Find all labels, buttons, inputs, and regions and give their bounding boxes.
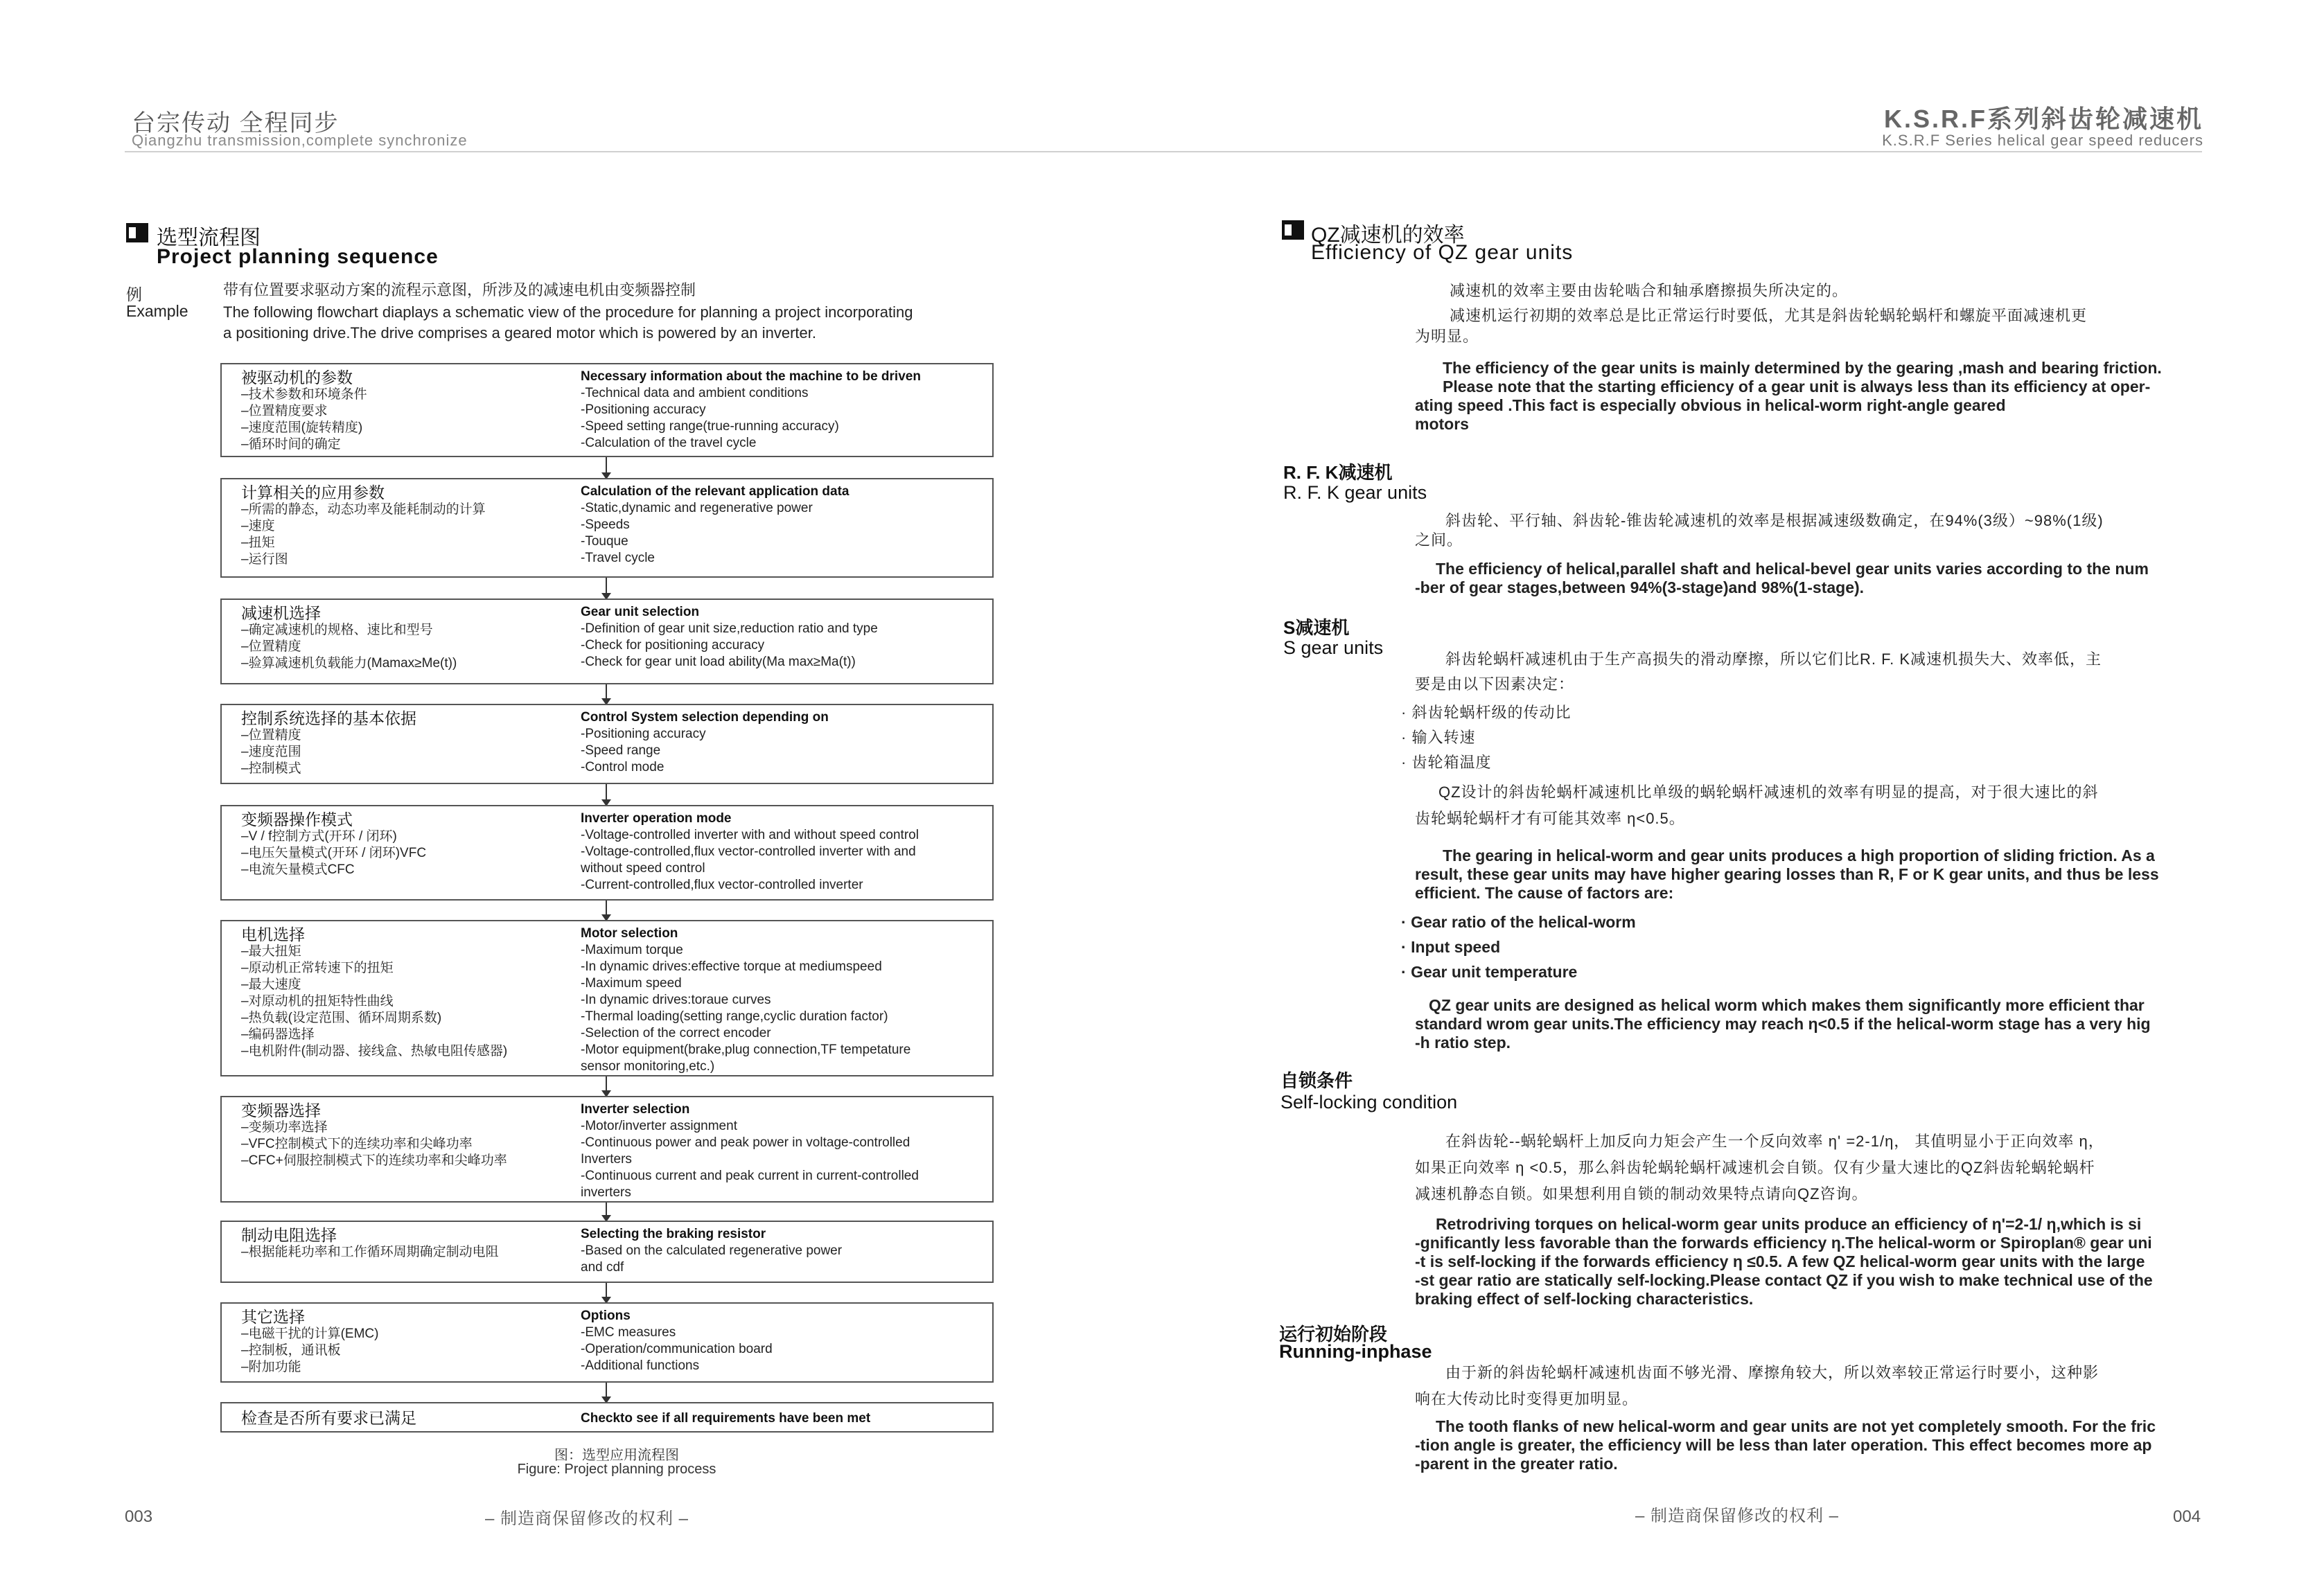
flow-item-en: -Positioning accuracy <box>581 727 706 741</box>
s-bullet-cn: · 斜齿轮蜗杆级的传动比 <box>1401 704 1572 721</box>
flow-item-en: -Positioning accuracy <box>581 402 706 417</box>
flow-arrow <box>606 1283 607 1302</box>
flow-item-en: -Voltage-controlled,flux vector-controlled inverter with and <box>581 844 916 859</box>
self-locking-en-line3: -t is self-locking if the forwards efficiency η ≤0.5. A few QZ helical-worm gear units with the large <box>1415 1252 2145 1270</box>
flow-box-title-en: Selecting the braking resistor <box>581 1227 766 1241</box>
s-design-cn-line2: 齿轮蜗轮蜗杆才有可能其效率 η<0.5。 <box>1415 810 1685 827</box>
running-in-en-line1: The tooth flanks of new helical-worm and gear units are not yet completely smooth. For the fric <box>1436 1417 2156 1435</box>
rfk-en-line2: -ber of gear stages,between 94%(3-stage)and 98%(1-stage). <box>1415 578 1865 596</box>
rfk-en-line1: The efficiency of helical,parallel shaft and helical-bevel gear units varies according to the num <box>1436 560 2149 578</box>
flow-arrow <box>606 684 607 704</box>
efficiency-en-line1: The efficiency of the gear units is mainly determined by the gearing ,mash and bearing friction. <box>1443 359 2162 377</box>
self-locking-en-line1: Retrodriving torques on helical-worm gear units produce an efficiency of η'=2-1/ η,which is si <box>1436 1215 2142 1233</box>
flow-item-en: sensor monitoring,etc.) <box>581 1059 715 1074</box>
rfk-heading-en: R. F. K gear units <box>1283 482 1427 503</box>
flow-box-title-cn: 变频器操作模式 <box>241 810 353 828</box>
flow-box-title-cn: 减速机选择 <box>241 604 321 622</box>
s-en-line3: efficient. The cause of factors are: <box>1415 884 1674 902</box>
flow-box-braking-resistor <box>220 1221 994 1283</box>
flow-item-en: -Definition of gear unit size,reduction ratio and type <box>581 621 878 636</box>
section-marker-icon <box>1282 220 1304 240</box>
efficiency-en-line3: ating speed .This fact is especially obvious in helical-worm right-angle geared <box>1415 396 2006 414</box>
running-in-cn-line1: 由于新的斜齿轮蜗杆减速机齿面不够光滑、摩擦角较大，所以效率较正常运行时要小，这种影 <box>1445 1364 2099 1381</box>
figure-caption-en: Figure: Project planning process <box>517 1462 716 1477</box>
flow-box-control-system <box>220 704 994 784</box>
s-bullet-cn: · 齿轮箱温度 <box>1401 754 1492 771</box>
flow-box-machine-params <box>220 363 994 457</box>
flow-item-cn: –VFC控制模式下的连续功率和尖峰功率 <box>241 1137 473 1151</box>
flow-item-en: -Control mode <box>581 760 664 774</box>
flow-item-en: -Technical data and ambient conditions <box>581 386 809 400</box>
flow-box-title-cn: 被驱动机的参数 <box>241 369 353 387</box>
flow-item-en: Inverters <box>581 1152 632 1167</box>
flow-item-cn: –根据能耗功率和工作循环周期确定制动电阻 <box>241 1245 499 1259</box>
flow-arrow <box>606 1203 607 1221</box>
flow-item-cn: –V / f控制方式(开环 / 闭环) <box>241 829 397 844</box>
flow-item-cn: –附加功能 <box>241 1360 301 1374</box>
self-locking-heading-en: Self-locking condition <box>1280 1092 1458 1112</box>
self-locking-cn-line2: 如果正向效率 η <0.5，那么斜齿轮蜗轮蜗杆减速机会自锁。仅有少量大速比的QZ斜齿轮蜗轮蜗杆 <box>1415 1159 2095 1176</box>
flow-box-gear-unit-selection <box>220 599 994 684</box>
flow-item-en: -In dynamic drives:effective torque at mediumspeed <box>581 959 882 974</box>
running-in-cn-line2: 响在大传动比时变得更加明显。 <box>1415 1390 1639 1408</box>
running-in-en-line3: -parent in the greater ratio. <box>1415 1455 1618 1473</box>
flow-item-cn: –控制板，通讯板 <box>241 1343 341 1358</box>
flow-item-en: -Check for gear unit load ability(Ma max≥Ma(t)) <box>581 655 856 669</box>
flow-arrow <box>606 457 607 478</box>
self-locking-en-line2: -gnificantly less favorable than the forwards efficiency η.The helical-worm or Spiroplan® gear uni <box>1415 1234 2152 1252</box>
flow-item-en: -Speed setting range(true-running accuracy) <box>581 419 839 434</box>
self-locking-cn-line1: 在斜齿轮--蜗轮蜗杆上加反向力矩会产生一个反向效率 η' =2-1/η， 其值明显小于正向效率 η， <box>1445 1133 2104 1150</box>
efficiency-cn-line3: 为明显。 <box>1415 328 1479 345</box>
flow-item-en: -Continuous power and peak power in voltage-controlled <box>581 1135 910 1150</box>
flow-box-title-cn: 电机选择 <box>241 925 305 943</box>
flow-box-inverter-selection <box>220 1096 994 1203</box>
s-en-line1: The gearing in helical-worm and gear units produces a high proportion of sliding friction. As a <box>1443 846 2155 865</box>
running-in-en-line2: -tion angle is greater, the efficiency will be less than later operation. This effect becomes more ap <box>1415 1436 2152 1454</box>
s-bullet-en: · Input speed <box>1401 938 1501 956</box>
self-locking-en-line4: -st gear ratio are statically self-locking.Please contact QZ if you wish to make technical use of the <box>1415 1271 2153 1289</box>
flow-item-cn: –对原动机的扭矩特性曲线 <box>241 994 394 1009</box>
flow-item-cn: –最大扭矩 <box>241 944 301 959</box>
self-locking-en-line5: braking effect of self-locking characteristics. <box>1415 1290 1754 1308</box>
flow-item-cn: –速度范围(旋转精度) <box>241 420 363 435</box>
s-bullet-cn-text: 齿轮箱温度 <box>1411 754 1492 771</box>
s-bullet-cn-text: 斜齿轮蜗杆级的传动比 <box>1411 704 1572 721</box>
flow-item-en: -Motor/inverter assignment <box>581 1119 737 1133</box>
s-heading-cn: S减速机 <box>1283 617 1350 638</box>
flow-item-en: -Current-controlled,flux vector-controlled inverter <box>581 878 863 892</box>
s-bullet-en: · Gear unit temperature <box>1401 963 1578 981</box>
right-section-title-cn: QZ减速机的效率 <box>1311 224 1465 247</box>
flow-item-cn: –原动机正常转速下的扭矩 <box>241 961 394 975</box>
intro-en-line1: The following flowchart diaplays a schematic view of the procedure for planning a project incorporating <box>223 303 913 321</box>
rfk-heading-cn: R. F. K减速机 <box>1283 462 1393 483</box>
flow-item-en: -Check for positioning accuracy <box>581 638 765 653</box>
flow-item-cn: –控制模式 <box>241 761 301 776</box>
flow-box-title-cn: 制动电阻选择 <box>241 1226 337 1244</box>
s-bullet-en-text: Input speed <box>1411 938 1501 956</box>
flow-item-en: -Selection of the correct encoder <box>581 1026 771 1040</box>
flow-item-cn: –CFC+伺服控制模式下的连续功率和尖峰功率 <box>241 1153 507 1168</box>
s-cn-line2: 要是由以下因素决定： <box>1415 675 1575 693</box>
flow-item-en: and cdf <box>581 1260 624 1275</box>
intro-cn: 带有位置要求驱动方案的流程示意图，所涉及的减速电机由变频器控制 <box>223 281 696 299</box>
flow-box-title-cn: 检查是否所有要求已满足 <box>241 1409 416 1427</box>
flow-arrow <box>606 578 607 599</box>
self-locking-cn-line3: 减速机静态自锁。如果想利用自锁的制动效果特点请向QZ咨询。 <box>1415 1185 1868 1203</box>
flow-item-cn: –电机附件(制动器、接线盒、热敏电阻传感器) <box>241 1044 508 1058</box>
flow-item-cn: –所需的静态，动态功率及能耗制动的计算 <box>241 502 486 517</box>
rfk-cn-line1: 斜齿轮、平行轴、斜齿轮-锥齿轮减速机的效率是根据减速级数确定，在94%(3级）~98%(1级) <box>1445 512 2104 529</box>
rfk-cn-line2: 之间。 <box>1415 531 1463 549</box>
header-divider <box>125 151 2202 152</box>
flow-box-title-cn: 控制系统选择的基本依据 <box>241 709 416 727</box>
flow-box-title-cn: 变频器选择 <box>241 1101 321 1119</box>
flow-item-en: -Maximum torque <box>581 943 683 957</box>
example-label-en: Example <box>126 302 188 320</box>
section-marker-icon <box>126 223 148 242</box>
flow-box-inverter-mode <box>220 805 994 901</box>
flow-item-en: -Additional functions <box>581 1358 700 1373</box>
flow-box-motor-selection <box>220 920 994 1076</box>
example-label-cn: 例 <box>126 285 142 303</box>
s-design-en-line3: -h ratio step. <box>1415 1034 1511 1052</box>
s-design-en-line1: QZ gear units are designed as helical worm which makes them significantly more efficient thar <box>1429 996 2145 1014</box>
flow-item-cn: –电磁干扰的计算(EMC) <box>241 1327 379 1341</box>
flow-item-cn: –电流矢量模式CFC <box>241 862 355 877</box>
flow-item-en: -Travel cycle <box>581 551 655 565</box>
flow-item-cn: –技术参数和环境条件 <box>241 387 367 402</box>
flow-item-cn: –编码器选择 <box>241 1027 315 1042</box>
header-product-title: K.S.R.F系列斜齿轮减速机 <box>1883 105 2203 133</box>
s-bullet-cn-text: 输入转速 <box>1411 729 1476 746</box>
flow-item-en: -Voltage-controlled inverter with and without speed control <box>581 828 919 842</box>
flow-item-cn: –运行图 <box>241 552 288 567</box>
flow-item-cn: –验算减速机负载能力(Mamax≥Me(t)) <box>241 656 457 671</box>
flow-arrow <box>606 1383 607 1402</box>
header-brand-en: Qiangzhu transmission,complete synchronize <box>132 132 468 149</box>
s-cn-line1: 斜齿轮蜗杆减速机由于生产高损失的滑动摩擦，所以它们比R. F. K减速机损失大、效率低，主 <box>1445 650 2102 668</box>
flow-item-cn: –扭矩 <box>241 535 275 550</box>
left-section-title-en: Project planning sequence <box>157 245 439 268</box>
s-design-en-line2: standard wrom gear units.The efficiency may reach η<0.5 if the helical-worm stage has a very hig <box>1415 1015 2151 1033</box>
flow-box-title-cn: 计算相关的应用参数 <box>241 484 385 502</box>
flow-item-en: -Operation/communication board <box>581 1342 773 1356</box>
flow-box-title-en: Checkto see if all requirements have been met <box>581 1411 871 1426</box>
running-in-heading-en: Running-inphase <box>1279 1341 1432 1362</box>
flow-box-title-en: Gear unit selection <box>581 605 700 619</box>
flow-item-cn: –电压矢量模式(开环 / 闭环)VFC <box>241 846 427 860</box>
efficiency-en-line4: motors <box>1415 415 1469 433</box>
page-number-left: 003 <box>125 1507 153 1526</box>
flow-item-cn: –位置精度要求 <box>241 404 328 418</box>
figure-caption-cn: 图：选型应用流程图 <box>554 1448 679 1463</box>
flow-box-final-check <box>220 1402 994 1433</box>
flow-item-cn: –确定减速机的规格、速比和型号 <box>241 623 433 637</box>
flow-item-en: -Based on the calculated regenerative power <box>581 1243 843 1258</box>
flow-item-en: -Continuous current and peak current in current-controlled <box>581 1169 919 1183</box>
flow-item-cn: –速度范围 <box>241 745 301 759</box>
flow-item-cn: –速度 <box>241 519 275 533</box>
header-brand-cn: 台宗传动 全程同步 <box>132 110 340 136</box>
flow-box-options <box>220 1302 994 1383</box>
flow-box-title-en: Control System selection depending on <box>581 710 829 725</box>
flow-item-en: -Touque <box>581 534 628 549</box>
flow-item-en: without speed control <box>581 861 705 876</box>
flow-arrow <box>606 784 607 805</box>
flow-item-en: -Motor equipment(brake,plug connection,TF tempetature <box>581 1043 911 1057</box>
flow-box-title-en: Calculation of the relevant application data <box>581 484 850 499</box>
intro-en-line2: a positioning drive.The drive comprises a geared motor which is powered by an inverter. <box>223 324 816 342</box>
flow-arrow <box>606 1076 607 1096</box>
efficiency-en-line2: Please note that the starting efficiency of a gear unit is always less than its efficiency at oper- <box>1443 378 2151 396</box>
flow-item-en: -Static,dynamic and regenerative power <box>581 501 813 515</box>
flow-item-cn: –热负载(设定范围、循环周期系数) <box>241 1011 442 1025</box>
efficiency-cn-line1: 减速机的效率主要由齿轮啮合和轴承磨擦损失所决定的。 <box>1450 282 1849 299</box>
flow-item-cn: –最大速度 <box>241 977 301 992</box>
flow-item-en: -EMC measures <box>581 1325 676 1340</box>
flow-box-title-en: Inverter operation mode <box>581 811 732 826</box>
flow-item-en: -Thermal loading(setting range,cyclic duration factor) <box>581 1009 888 1024</box>
footer-rights-right: – 制造商保留修改的权利 – <box>1635 1507 1840 1525</box>
page-number-right: 004 <box>2173 1507 2201 1526</box>
footer-rights-left: – 制造商保留修改的权利 – <box>485 1509 689 1528</box>
s-bullet-en: · Gear ratio of the helical-worm <box>1401 913 1636 931</box>
flow-box-title-en: Inverter selection <box>581 1102 690 1117</box>
s-bullet-en-text: Gear ratio of the helical-worm <box>1411 913 1636 931</box>
s-bullet-cn: · 输入转速 <box>1401 729 1476 746</box>
running-in-heading-cn: 运行初始阶段 <box>1279 1324 1388 1345</box>
s-en-line2: result, these gear units may have higher gearing losses than R, F or K gear units, and thus be less <box>1415 865 2159 883</box>
flow-box-title-cn: 其它选择 <box>241 1308 305 1326</box>
flow-item-cn: –循环时间的确定 <box>241 437 341 452</box>
flow-item-en: -Calculation of the travel cycle <box>581 436 757 450</box>
flow-item-en: -Speed range <box>581 743 661 758</box>
flow-arrow <box>606 901 607 920</box>
s-heading-en: S gear units <box>1283 637 1384 658</box>
flow-box-title-en: Motor selection <box>581 926 678 941</box>
flow-box-application-data <box>220 478 994 578</box>
flow-item-cn: –变频功率选择 <box>241 1120 328 1135</box>
s-design-cn-line1: QZ设计的斜齿轮蜗杆减速机比单级的蜗轮蜗杆减速机的效率有明显的提高，对于很大速比的斜 <box>1438 783 2099 801</box>
flow-item-en: inverters <box>581 1185 631 1200</box>
flow-item-cn: –位置精度 <box>241 639 301 654</box>
right-section-title-en: Efficiency of QZ gear units <box>1311 241 1574 264</box>
flow-box-title-en: Necessary information about the machine to be driven <box>581 369 921 384</box>
flow-box-title-en: Options <box>581 1309 631 1323</box>
flow-item-en: -Maximum speed <box>581 976 682 991</box>
left-section-title-cn: 选型流程图 <box>157 227 261 249</box>
flow-item-en: -In dynamic drives:toraue curves <box>581 993 771 1007</box>
flow-item-en: -Speeds <box>581 517 630 532</box>
flow-item-cn: –位置精度 <box>241 728 301 743</box>
self-locking-heading-cn: 自锁条件 <box>1280 1070 1353 1091</box>
efficiency-cn-line2: 减速机运行初期的效率总是比正常运行时要低，尤其是斜齿轮蜗轮蜗杆和螺旋平面减速机更 <box>1450 307 2088 324</box>
s-bullet-en-text: Gear unit temperature <box>1411 963 1578 981</box>
header-product-subtitle: K.S.R.F Series helical gear speed reducers <box>1882 132 2203 149</box>
